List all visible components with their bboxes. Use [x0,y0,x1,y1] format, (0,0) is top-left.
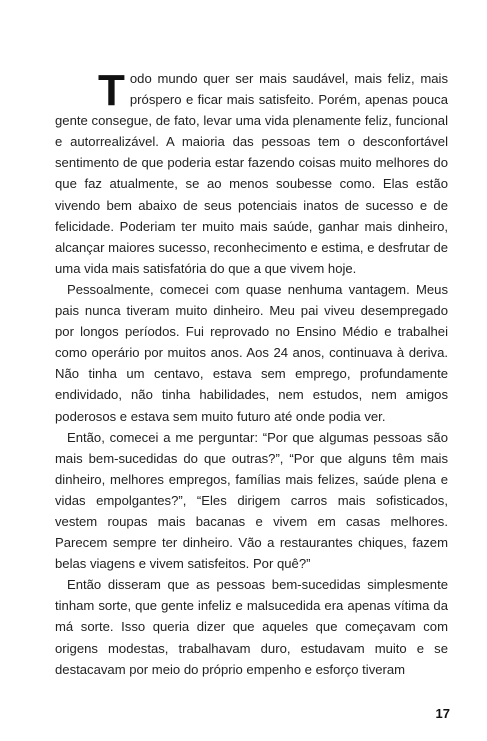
paragraph-1-text: odo mundo quer ser mais saudável, mais feliz, mais próspero e ficar mais satisfeito. Porém, apenas pouca gente consegue, de fato, levar uma vida plenamente feliz, funcional e autorrealizável. A maioria das pessoas tem o desconfortável sentimento de que poderia estar fazendo coisas muito melhores do que faz atualmente, se ao menos soubesse como. Elas estão vivendo bem abaixo de seus potenciais inatos de sucesso e de felicidade. Poderiam ter muito mais saúde, ganhar mais dinheiro, alcançar maiores sucesso, reconhecimento e estima, e desfrutar de uma vida mais satisfatória do que a que vivem hoje. [55,71,449,276]
paragraph-4: Então disseram que as pessoas bem-sucedidas simplesmente tinham sorte, que gente infeliz e malsucedida era apenas vítima da má sorte. Isso queria dizer que aqueles que começavam com origens modestas, trabalhavam duro, estudavam muito e se destacavam por meio do próprio empenho e esforço tiveram [55,577,448,677]
paragraph-3: Então, comecei a me perguntar: “Por que algumas pessoas são mais bem-sucedidas do que outras?”, “Por que alguns têm mais dinheiro, melhores empregos, famílias mais felizes, saúde plena e vidas empolgantes?”, “Eles dirigem carros mais sofisticados, vestem roupas mais bacanas e vivem em casas melhores. Parecem sempre ter dinheiro. Vão a restaurantes chiques, fazem belas viagens e vivem satisfeitos. Por quê?” [55,429,448,572]
paragraph-1 [55,68,448,279]
drop-cap: T [98,66,125,115]
paragraph-2: Pessoalmente, comecei com quase nenhuma vantagem. Meus pais nunca tiveram muito dinheiro. Meu pai viveu desempregado por longos períodos. Fui reprovado no Ensino Médio e trabalhei como operário por muitos anos. Aos 24 anos, continuava à deriva. Não tinha um centavo, estava sem emprego, profundamente endividado, não tinha habilidades, nem estudos, nem amigos poderosos e estava sem muito futuro até onde podia ver. [55,281,448,424]
body-text [55,68,448,680]
page-number: 17 [435,706,450,721]
